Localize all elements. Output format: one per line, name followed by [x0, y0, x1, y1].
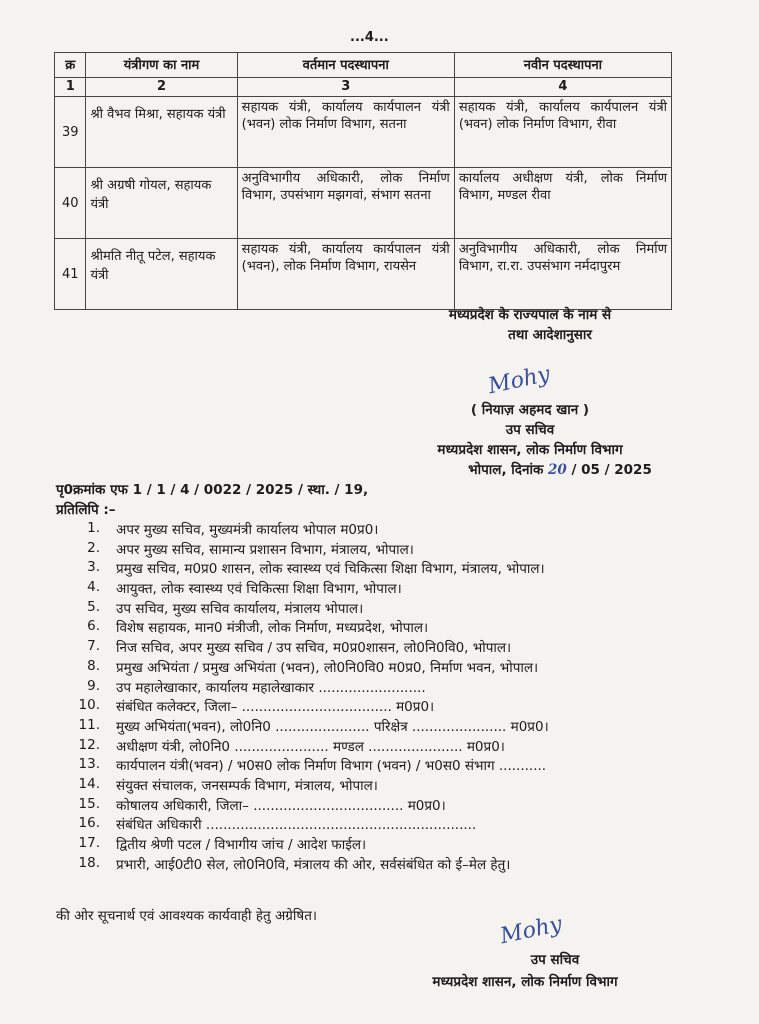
table-row: [55, 239, 672, 310]
list-item: 12. अधीक्षण यंत्री, लो0नि0 ...................... मण्डल ...................... म0प्र0।: [78, 736, 505, 755]
row-sn: 41: [55, 239, 86, 310]
list-item: 3. प्रमुख सचिव, म0प्र0 शासन, लोक स्वास्थ्य एवं चिकित्सा शिक्षा विभाग, मंत्रालय, भोपाल।: [87, 559, 545, 578]
copy-distribution-list: [56, 520, 706, 874]
list-item: 8. प्रमुख अभियंता / प्रमुख अभियंता (भवन), लो0नि0वि0 म0प्र0, निर्माण भवन, भोपाल।: [87, 657, 539, 676]
list-item: 17. द्वितीय श्रेणी पटल / विभागीय जांच / आदेश फाईल।: [78, 835, 367, 853]
list-item: 11. मुख्य अभियंता(भवन), लो0नि0 ...................... परिक्षेत्र ...................... म0प्र0।: [78, 716, 549, 735]
row-new-posting: सहायक यंत्री, कार्यालय कार्यपालन यंत्री (भवन) लोक निर्माण विभाग, रीवा: [454, 97, 671, 168]
header-name: यंत्रीगण का नाम: [86, 53, 237, 78]
footer-department: मध्यप्रदेश शासन, लोक निर्माण विभाग: [432, 974, 618, 990]
governor-line-2: तथा आदेशानुसार: [508, 327, 592, 343]
list-item: 16. संबंधित अधिकारी ...............................................................: [78, 815, 477, 834]
handwritten-signature: Mohy: [486, 361, 553, 400]
table-row: [55, 97, 672, 168]
header-new-posting: नवीन पदस्थापना: [454, 53, 671, 78]
officer-designation: उप सचिव: [505, 422, 555, 438]
list-item: 2. अपर मुख्य सचिव, सामान्य प्रशासन विभाग, मंत्रालय, भोपाल।: [87, 539, 414, 558]
row-current-posting: सहायक यंत्री, कार्यालय कार्यपालन यंत्री (भवन), लोक निर्माण विभाग, रायसेन: [237, 239, 454, 310]
list-item: 10. संबंधित कलेक्टर, जिला– ................................... म0प्र0।: [78, 697, 435, 716]
footer-signature-block: [380, 950, 670, 990]
order-number: पृ0क्रमांक एफ 1 / 1 / 4 / 0022 / 2025 / स्था. / 19,: [56, 482, 369, 498]
row-name: श्री वैभव मिश्रा, सहायक यंत्री: [86, 97, 237, 168]
closing-text: की ओर सूचनार्थ एवं आवश्यक कार्यवाही हेतु अग्रेषित।: [56, 908, 318, 924]
row-sn: 39: [55, 97, 86, 168]
list-item: 7. निज सचिव, अपर मुख्य सचिव / उप सचिव, म0प्र0शासन, लो0नि0वि0, भोपाल।: [87, 638, 512, 657]
header-sn: क्र: [55, 53, 86, 78]
list-item: 5. उप सचिव, मुख्य सचिव कार्यालय, मंत्रालय भोपाल।: [87, 598, 364, 617]
col-number: 2: [86, 78, 237, 97]
officer-name: ( नियाज़ अहमद खान ): [470, 402, 590, 418]
col-number: 3: [237, 78, 454, 97]
table-header-row: [55, 53, 672, 78]
row-current-posting: सहायक यंत्री, कार्यालय कार्यपालन यंत्री (भवन) लोक निर्माण विभाग, सतना: [237, 97, 454, 168]
list-item: 4. आयुक्त, लोक स्वास्थ्य एवं चिकित्सा शिक्षा विभाग, भोपाल।: [87, 579, 402, 598]
row-new-posting: कार्यालय अधीक्षण यंत्री, लोक निर्माण विभाग, मण्डल रीवा: [454, 168, 671, 239]
postings-table: [54, 52, 672, 310]
list-item: 18. प्रभारी, आई0टी0 सेल, लो0नि0वि, मंत्रालय की ओर, सर्वसंबंधित को ई–मेल हेतु।: [78, 854, 511, 873]
list-item: 13. कार्यपालन यंत्री(भवन) / भ0स0 लोक निर्माण विभाग (भवन) / भ0स0 संभाग ...........: [78, 756, 547, 775]
place-date: [380, 460, 680, 480]
footer-designation: उप सचिव: [530, 952, 580, 968]
list-item: 14. संयुक्त संचालक, जनसम्पर्क विभाग, मंत्रालय, भोपाल।: [78, 775, 378, 794]
footer-handwritten-signature: Mohy: [498, 911, 565, 950]
date-month-year: / 05 / 2025: [571, 462, 652, 478]
list-item: 15. कोषालय अधिकारी, जिला– ................................... म0प्र0।: [78, 795, 446, 814]
copy-label: प्रतिलिपि :–: [56, 502, 116, 518]
governor-line-1: मध्यप्रदेश के राज्यपाल के नाम से: [448, 307, 612, 323]
officer-department: मध्यप्रदेश शासन, लोक निर्माण विभाग: [437, 442, 623, 458]
list-item: 6. विशेष सहायक, मान0 मंत्रीजी, लोक निर्माण, मध्यप्रदेश, भोपाल।: [87, 618, 429, 637]
list-item: 1. अपर मुख्य सचिव, मुख्यमंत्री कार्यालय भोपाल म0प्र0।: [87, 520, 379, 538]
row-current-posting: अनुविभागीय अधिकारी, लोक निर्माण विभाग, उपसंभाग मझगवां, संभाग सतना: [237, 168, 454, 239]
place-date-prefix: भोपाल, दिनांक: [468, 462, 544, 478]
page-number: ...4...: [350, 30, 389, 45]
row-name: श्री अग्रषी गोयल, सहायक यंत्री: [86, 168, 237, 239]
officer-block: [380, 400, 680, 480]
column-number-row: [55, 78, 672, 97]
table-row: [55, 168, 672, 239]
authority-block: [380, 305, 680, 345]
row-new-posting: अनुविभागीय अधिकारी, लोक निर्माण विभाग, रा.रा. उपसंभाग नर्मदापुरम: [454, 239, 671, 310]
col-number: 1: [55, 78, 86, 97]
header-current-posting: वर्तमान पदस्थापना: [237, 53, 454, 78]
row-sn: 40: [55, 168, 86, 239]
date-day: 20: [548, 462, 567, 478]
list-item: 9. उप महालेखाकार, कार्यालय महालेखाकार .........................: [87, 677, 426, 696]
row-name: श्रीमति नीतू पटेल, सहायक यंत्री: [86, 239, 237, 310]
col-number: 4: [454, 78, 671, 97]
